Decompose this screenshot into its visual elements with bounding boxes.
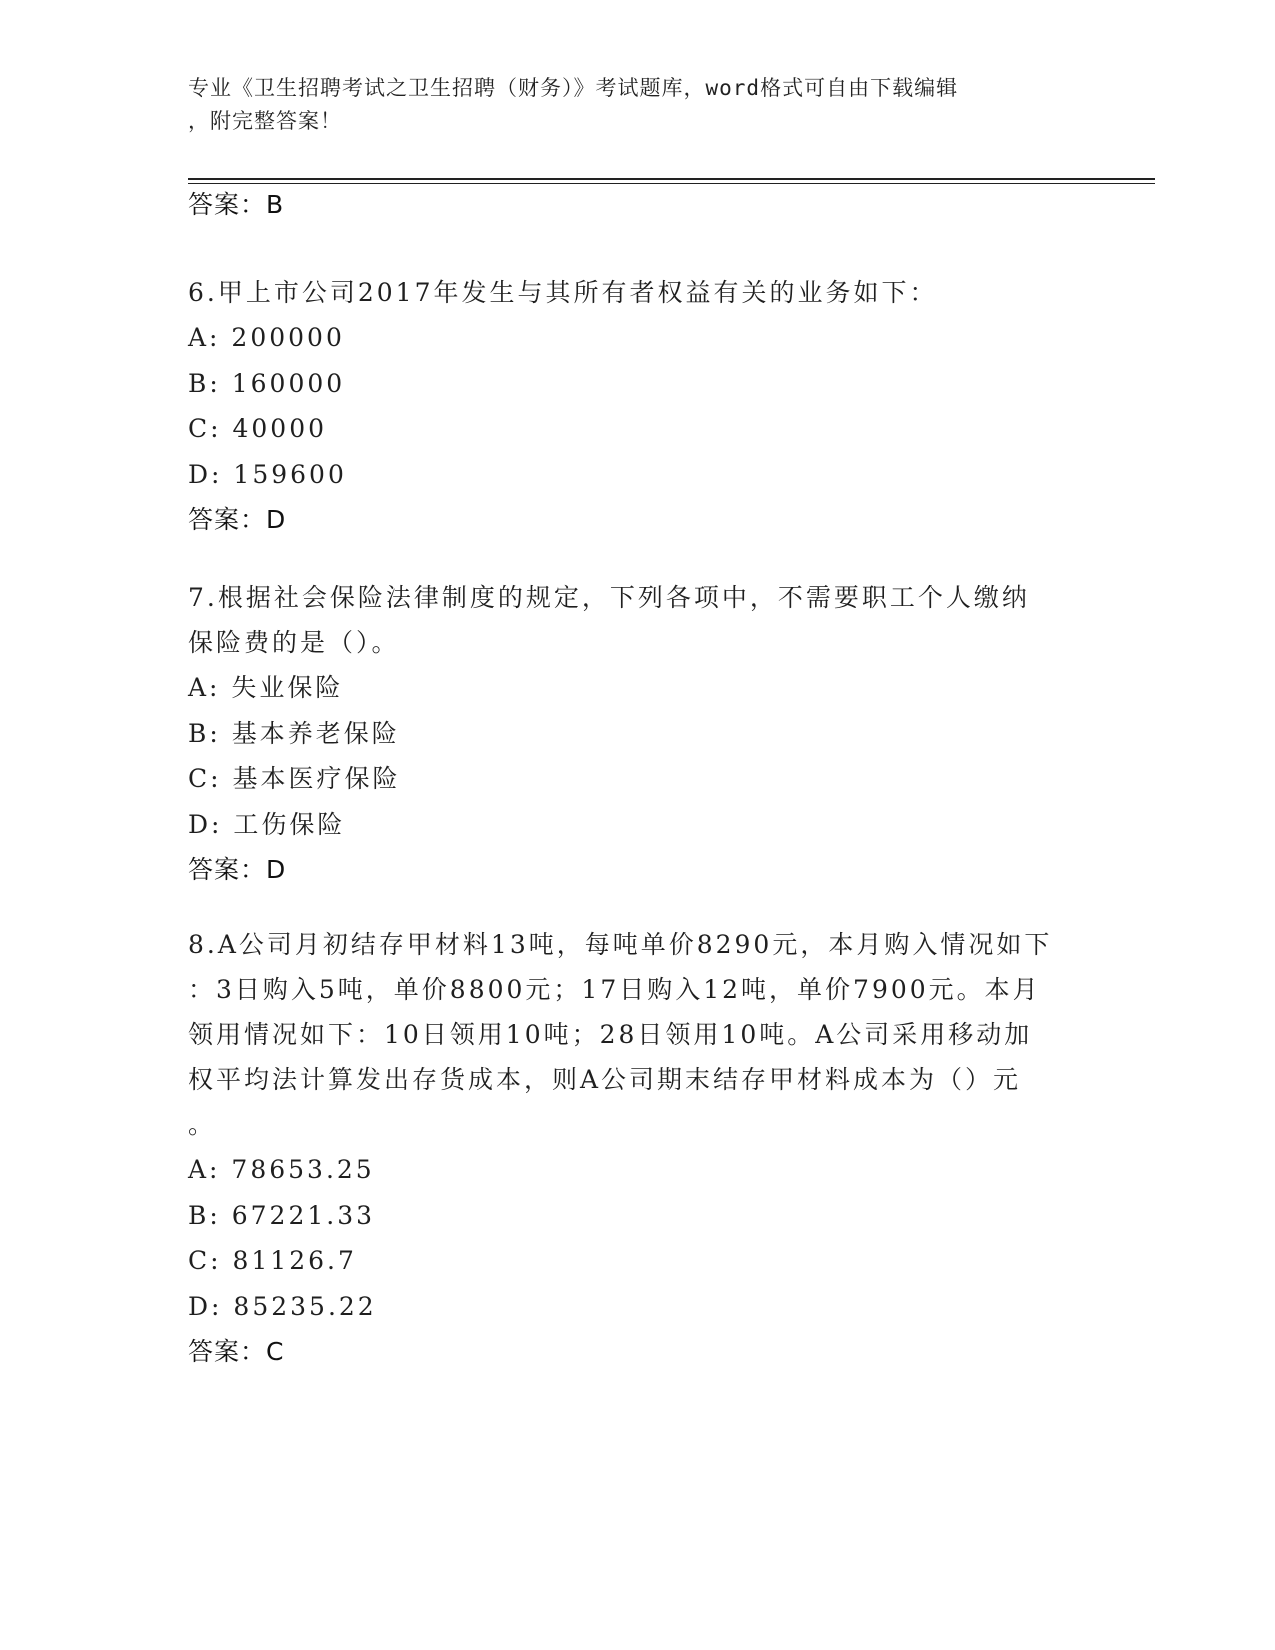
question-7-option-a: A: 失业保险 [188,673,344,702]
previous-answer-block [188,182,1128,227]
header-rule-thick [188,178,1155,180]
question-6 [188,270,1128,542]
question-8-text-line-3: 领用情况如下：10日领用10吨；28日领用10吨。A公司采用移动加 [188,1020,1033,1049]
document-header [188,72,1088,138]
question-8-option-c: C: 81126.7 [188,1246,357,1275]
question-6-text: 6.甲上市公司2017年发生与其所有者权益有关的业务如下： [188,278,938,307]
question-7-text-line-2: 保险费的是（）。 [188,628,400,657]
question-7-text-line-1: 7.根据社会保险法律制度的规定，下列各项中，不需要职工个人缴纳 [188,583,1030,612]
question-8-text-line-5: 。 [188,1110,217,1139]
question-7-option-d: D: 工伤保险 [188,809,346,839]
question-8-option-a: A: 78653.25 [188,1155,375,1184]
question-7-answer: 答案：D [188,855,287,884]
question-8-text-line-2: ：3日购入5吨，单价8800元；17日购入12吨，单价7900元。本月 [188,975,1041,1004]
question-8 [188,922,1128,1374]
question-6-option-a: A: 200000 [188,323,345,352]
question-6-option-d: D: 159600 [188,459,347,489]
question-8-text-line-1: 8.A公司月初结存甲材料13吨，每吨单价8290元，本月购入情况如下 [188,930,1053,959]
question-8-answer: 答案：C [188,1337,285,1366]
question-6-option-c: C: 40000 [188,414,328,443]
question-7-option-c: C: 基本医疗保险 [188,764,401,793]
question-8-option-d: D: 85235.22 [188,1291,377,1321]
header-line-1: 专业《卫生招聘考试之卫生招聘（财务）》考试题库，word格式可自由下载编辑 [188,76,959,100]
question-6-answer: 答案：D [188,505,287,534]
header-line-2: ，附完整答案！ [188,109,342,133]
question-7-option-b: B: 基本养老保险 [188,718,400,748]
question-7 [188,575,1128,892]
question-8-option-b: B: 67221.33 [188,1200,376,1230]
previous-answer: 答案：B [188,190,285,219]
question-8-text-line-4: 权平均法计算发出存货成本，则A公司期末结存甲材料成本为（）元 [188,1065,1022,1094]
question-6-option-b: B: 160000 [188,368,346,398]
